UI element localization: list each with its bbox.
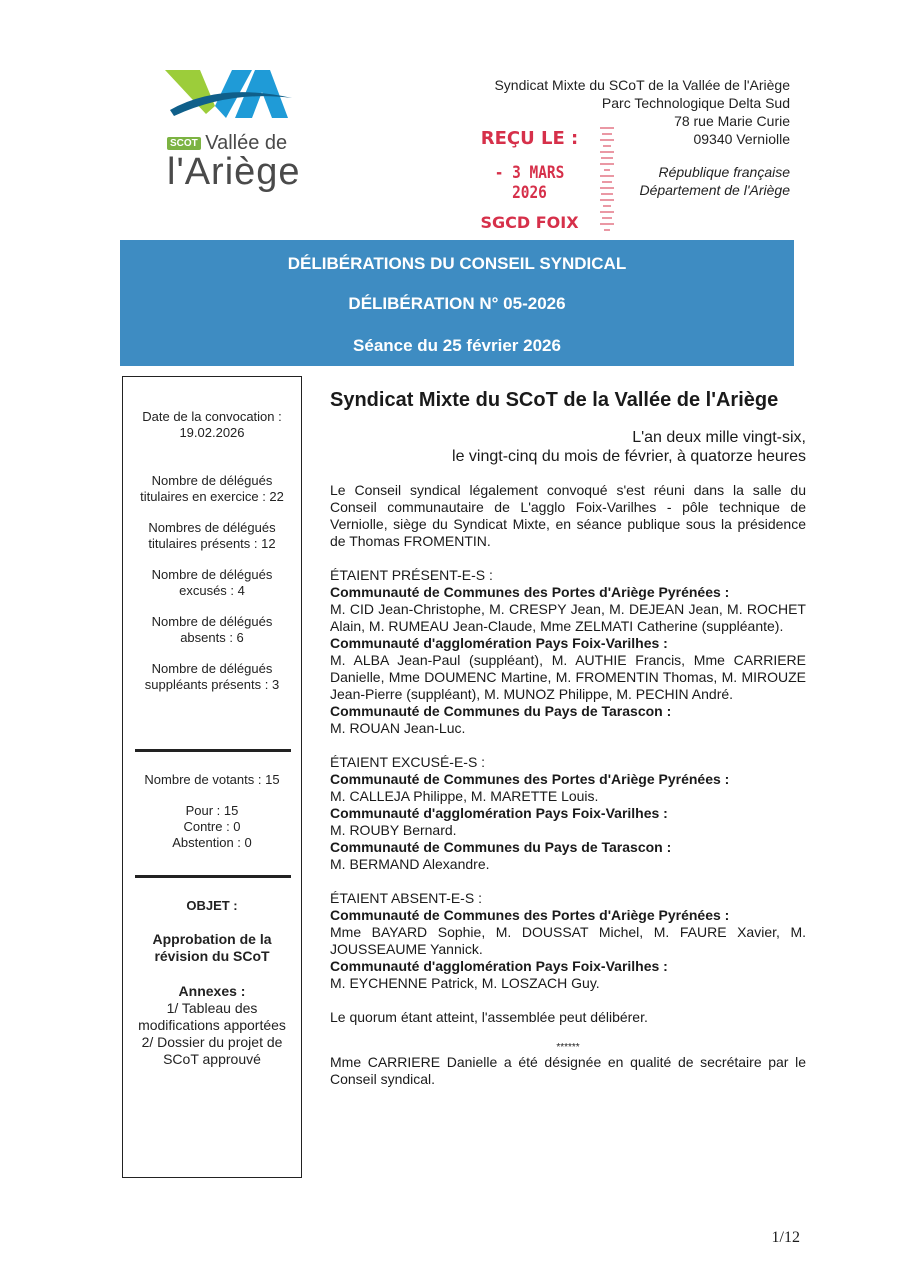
republic-line: République française [658,164,790,180]
republic-line: Département de l'Ariège [639,182,790,198]
annex-line: SCoT approuvé [163,1051,261,1067]
logo-va-mark-icon [160,64,300,124]
stat-value: titulaires présents : 12 [148,536,276,551]
secretary-statement: Mme CARRIERE Danielle a été désignée en qualité de secrétaire par le Conseil syndical. [330,1054,806,1087]
convocation-label: Date de la convocation : [142,409,282,424]
convocation-value: 19.02.2026 [179,425,245,440]
logo-line2: l'Ariège [167,151,301,193]
stamp-received: REÇU LE : [480,128,579,149]
absent-group: Communauté de Communes des Portes d'Ariège Pyrénées : [330,907,730,923]
stat-label: Nombre de délégués [151,614,273,629]
present-group: Communauté de Communes du Pays de Tarascon : [330,703,672,719]
banner-title: DÉLIBÉRATIONS DU CONSEIL SYNDICAL [287,254,627,273]
sidebar-divider [135,875,291,878]
objet-label: OBJET : [186,898,238,913]
deliberation-body [330,388,806,1088]
stat-label: Nombre de délégués [151,661,273,676]
address-line: Syndicat Mixte du SCoT de la Vallée de l'Ariège [494,77,790,93]
address-line: 78 rue Marie Curie [674,113,790,129]
excuse-group: Communauté de Communes du Pays de Tarascon : [330,839,672,855]
suppleants-presents [123,661,301,693]
excuse-group: Communauté d'agglomération Pays Foix-Varilhes : [330,805,668,821]
excuse-group: Communauté de Communes des Portes d'Ariège Pyrénées : [330,771,730,787]
address-line: 09340 Verniolle [693,131,790,147]
stat-label: Nombres de délégués [148,520,276,535]
intro-paragraph: Le Conseil syndical légalement convoqué s'est réuni dans la salle du Conseil communautaire de L'agglo Foix-Varilhes - pôle technique de Verniolle, siège du Syndicat Mixte, en séance publique sous la présidence de Thomas FROMENTIN. [330,482,806,549]
present-names: M. ALBA Jean-Paul (suppléant), M. AUTHIE Francis, Mme CARRIERE Danielle, Mme DOUMENC Martine, M. FROMENTIN Thomas, M. MIROUZE Jean-Pierre (suppléant), M. MUNOZ Philippe, M. PECHIN André. [330,652,806,702]
stat-label: Nombre de délégués [151,473,273,488]
quorum-statement: Le quorum étant atteint, l'assemblée peut délibérer. [330,1009,648,1025]
stat-label: Nombre de délégués [151,567,273,582]
absent-names: M. EYCHENNE Patrick, M. LOSZACH Guy. [330,975,600,991]
stat-value: titulaires en exercice : 22 [140,489,284,504]
present-group: Communauté de Communes des Portes d'Ariège Pyrénées : [330,584,730,600]
republic-block [639,163,790,199]
separator-stars: ****** [556,1042,580,1053]
absent-names: Mme BAYARD Sophie, M. DOUSSAT Michel, M. FAURE Xavier, M. JOUSSEAUME Yannick. [330,924,806,957]
stat-value: absents : 6 [180,630,244,645]
logo-text [167,132,307,194]
annex-line: 1/ Tableau des [166,1000,258,1016]
banner-number: DÉLIBÉRATION N° 05-2026 [348,294,566,313]
sidebar-summary [122,376,302,1178]
objet-title [123,931,301,965]
present-names: M. CID Jean-Christophe, M. CRESPY Jean, M. DEJEAN Jean, M. ROCHET Alain, M. RUMEAU Jean-Claude, Mme ZELMATI Catherine (suppléante). [330,601,806,634]
address-line: Parc Technologique Delta Sud [601,95,790,111]
titulaires-presents [123,520,301,552]
annexes-label: Annexes : [178,983,246,999]
excuse-names: M. BERMAND Alexandre. [330,856,490,872]
excuse-label: ÉTAIENT EXCUSÉ-E-S : [330,754,486,770]
excuse-names: M. ROUBY Bernard. [330,822,457,838]
absent-group: Communauté d'agglomération Pays Foix-Varilhes : [330,958,668,974]
present-group: Communauté d'agglomération Pays Foix-Varilhes : [330,635,668,651]
stat-value: suppléants présents : 3 [144,677,280,692]
delegues-absents [123,614,301,646]
delegues-excuses [123,567,301,599]
objet-title-line: révision du SCoT [154,948,270,964]
page-number: 1/12 [771,1229,800,1246]
vote-abstention: Abstention : 0 [172,835,252,850]
present-label: ÉTAIENT PRÉSENT-E-S : [330,567,493,583]
excuse-names: M. CALLEJA Philippe, M. MARETTE Louis. [330,788,599,804]
vote-contre: Contre : 0 [183,819,241,834]
votants-count: Nombre de votants : 15 [144,772,280,787]
annex-line: modifications apportées [138,1017,286,1033]
deliberation-banner [120,240,794,366]
present-names: M. ROUAN Jean-Luc. [330,720,466,736]
vote-pour: Pour : 15 [185,803,239,818]
sidebar-divider [135,749,291,752]
stamp-date: - 3 MARS 2026 [494,163,565,203]
logo-line1: Vallée de [205,132,288,154]
convocation-date [123,409,301,441]
session-date [330,428,806,466]
banner-session: Séance du 25 février 2026 [353,336,561,355]
titulaires-exercice [123,473,301,505]
absent-label: ÉTAIENT ABSENT-E-S : [330,890,482,906]
stat-value: excusés : 4 [179,583,245,598]
main-title: Syndicat Mixte du SCoT de la Vallée de l'Ariège [330,389,779,411]
stamp-barcode-icon [598,126,616,234]
stamp-office: SGCD FOIX [480,213,579,232]
reception-stamp [472,128,587,232]
date-line: L'an deux mille vingt-six, [632,429,806,446]
objet-title-line: Approbation de la [152,931,272,947]
annex-line: 2/ Dossier du projet de [141,1034,283,1050]
annexes-list [123,1000,301,1068]
date-line: le vingt-cinq du mois de février, à quatorze heures [452,448,806,465]
logo-scot-tag: SCOT [167,137,201,150]
